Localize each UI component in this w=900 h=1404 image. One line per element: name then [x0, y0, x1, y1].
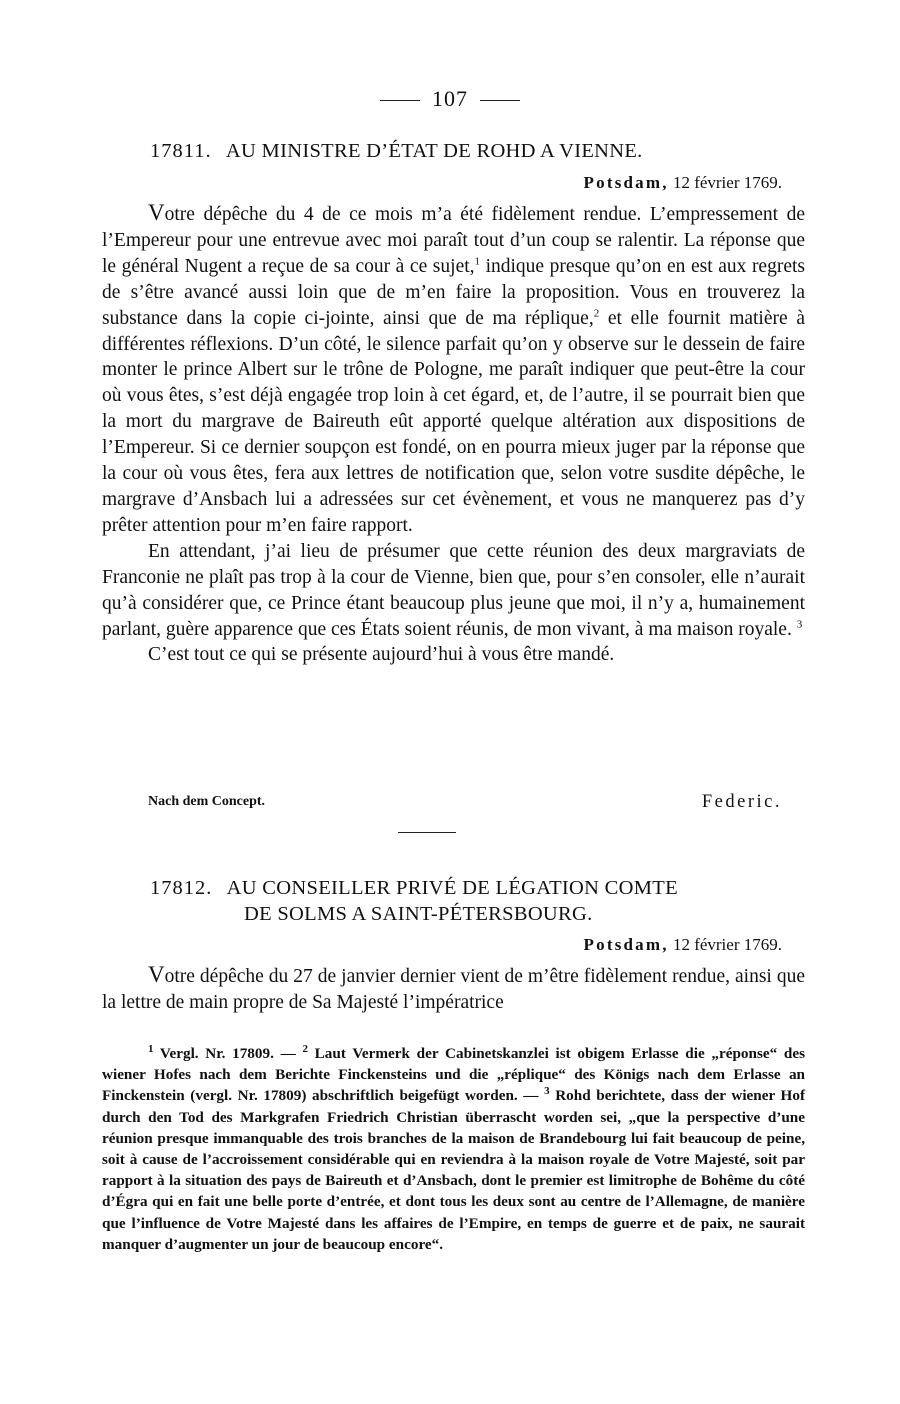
- letter-1-source: Nach dem Concept.: [148, 794, 266, 809]
- footnote-marker-2: 2: [302, 1042, 308, 1055]
- letter-2-paragraph-1-text: otre dépêche du 27 de janvier dernier vient de m’être fidèlement rendue, ainsi que la lettre de main propre de Sa Majesté l’impératrice: [102, 966, 805, 1013]
- footnote-marker-3: 3: [544, 1085, 550, 1098]
- page-number-dash-left: [380, 100, 420, 101]
- letter-1-heading: [150, 140, 790, 163]
- footnotes-paragraph: [102, 1043, 805, 1255]
- letter-1-place: Potsdam,: [583, 173, 669, 192]
- letter-2-title-line-1: AU CONSEILLER PRIVÉ DE LÉGATION COMTE: [226, 877, 678, 899]
- letter-2-dateline: [584, 935, 782, 955]
- page-number-dash-right: [480, 100, 520, 101]
- letter-1-signature: Federic.: [701, 792, 782, 812]
- footnote-2-text: Laut Vermerk der Cabinetskanzlei ist obigem Erlasse die „réponse“ des wiener Hofes nach dem Berichte Finckensteins und die „réplique“ des Königs nach dem Erlasse an Finckenstein (vergl. Nr. 17809) abschriftlich beigefügt worden. —: [102, 1045, 805, 1105]
- letter-1-dateline: [584, 173, 782, 193]
- section-separator: [398, 832, 456, 833]
- letter-1-lead-letter: V: [148, 200, 165, 225]
- letter-1-paragraph-3-text: C’est tout ce qui se présente aujourd’hui à vous être mandé.: [148, 644, 615, 666]
- footnote-ref-3: 3: [796, 618, 803, 630]
- letter-1-number: 17811.: [150, 140, 212, 162]
- letter-1-paragraph-1-text-a: otre dépêche du 4 de ce mois m’a été fidèlement rendue. L’empressement de l’Empereur pour une entrevue avec moi paraît tout d’un coup se ralentir. La réponse que le général Nugent a reçue de sa cour à ce sujet,: [102, 204, 805, 277]
- letter-2-heading: [150, 877, 790, 900]
- footnote-marker-1: 1: [148, 1042, 154, 1055]
- letter-1-paragraph-1: [102, 200, 805, 539]
- letter-2-lead-letter: V: [148, 962, 165, 987]
- footnote-1-text: Vergl. Nr. 17809. —: [153, 1045, 303, 1062]
- letter-2-body: [102, 962, 805, 1016]
- letter-2-place: Potsdam,: [583, 935, 669, 954]
- footnote-ref-2: 2: [593, 307, 600, 320]
- letter-1-paragraph-1-text-c: et elle fournit matière à différentes réflexions. D’un côté, le silence parfait qu’on y observe sur le dessein de faire monter le prince Albert sur le trône de Pologne, me paraît indiquer que peut-être la cour où vous êtes, s’est déjà engagée trop loin à cet égard, et, de l’autre, il se pourrait bien que la mort du margrave de Baireuth eût apporté quelque altération aux dispositions de l’Empereur. Si ce dernier soupçon est fondé, on en pourra mieux juger par la réponse que la cour où vous êtes, fera aux lettres de notification que, selon votre susdite dépêche, le margrave d’Ansbach lui a adressées sur cet évènement, et vous ne manquerez pas d’y prêter attention pour m’en faire rapport.: [102, 307, 805, 536]
- letter-1-body: [102, 200, 805, 668]
- letter-2-date: 12 février 1769.: [672, 935, 782, 954]
- letter-1-paragraph-3: [102, 642, 805, 668]
- letter-2-paragraph-1: [102, 962, 805, 1016]
- letter-1-paragraph-2-text: En attendant, j’ai lieu de présumer que cette réunion des deux margraviats de Franconie ne plaît pas trop à la cour de Vienne, bien que, pour s’en consoler, elle n’aurait qu’à considérer que, ce Prince étant beaucoup plus jeune que moi, il n’y a, humainement parlant, guère apparence que ces États soient réunis, de mon vivant, à ma maison royale.: [102, 540, 805, 640]
- letter-1-paragraph-1-text-b: indique presque qu’on en est aux regrets de s’être avancé aussi loin que de m’en faire la proposition. Vous en trouverez la substance dans la copie ci-jointe, ainsi que de ma réplique,: [102, 255, 805, 329]
- letter-1-paragraph-2: [102, 539, 805, 643]
- footnotes: [102, 1043, 805, 1255]
- letter-1-title: AU MINISTRE D’ÉTAT DE ROHD A VIENNE.: [225, 140, 643, 162]
- footnote-ref-1: 1: [474, 255, 481, 268]
- letter-2-title-line-2: DE SOLMS A SAINT-PÉTERSBOURG.: [244, 903, 593, 925]
- footnote-3-text: Rohd berichtete, dass der wiener Hof durch den Tod des Markgrafen Friedrich Christian überrascht worden sei, „que la perspective d’une réunion presque immanquable des trois branches de la maison de Brandebourg lui fait beaucoup de peine, soit à cause de l’accroissement considérable qui en reviendra à la maison royale de Votre Majesté, soit par rapport à la situation des pays de Baireuth et d’Ansbach, dont le premier est limitrophe de Bohême du côté d’Égra qui en fait une belle porte d’entrée, et dont tous les deux sont au centre de l’Allemagne, de manière que l’influence de Votre Majesté dans les affaires de l’Empire, en temps de guerre et de paix, ne saurait manquer d’augmenter un jour de beaucoup encore“.: [102, 1087, 806, 1253]
- page-number: 107: [432, 86, 468, 111]
- page-number-line: [0, 86, 900, 112]
- letter-1-date: 12 février 1769.: [672, 173, 782, 192]
- letter-2-number: 17812.: [150, 877, 213, 899]
